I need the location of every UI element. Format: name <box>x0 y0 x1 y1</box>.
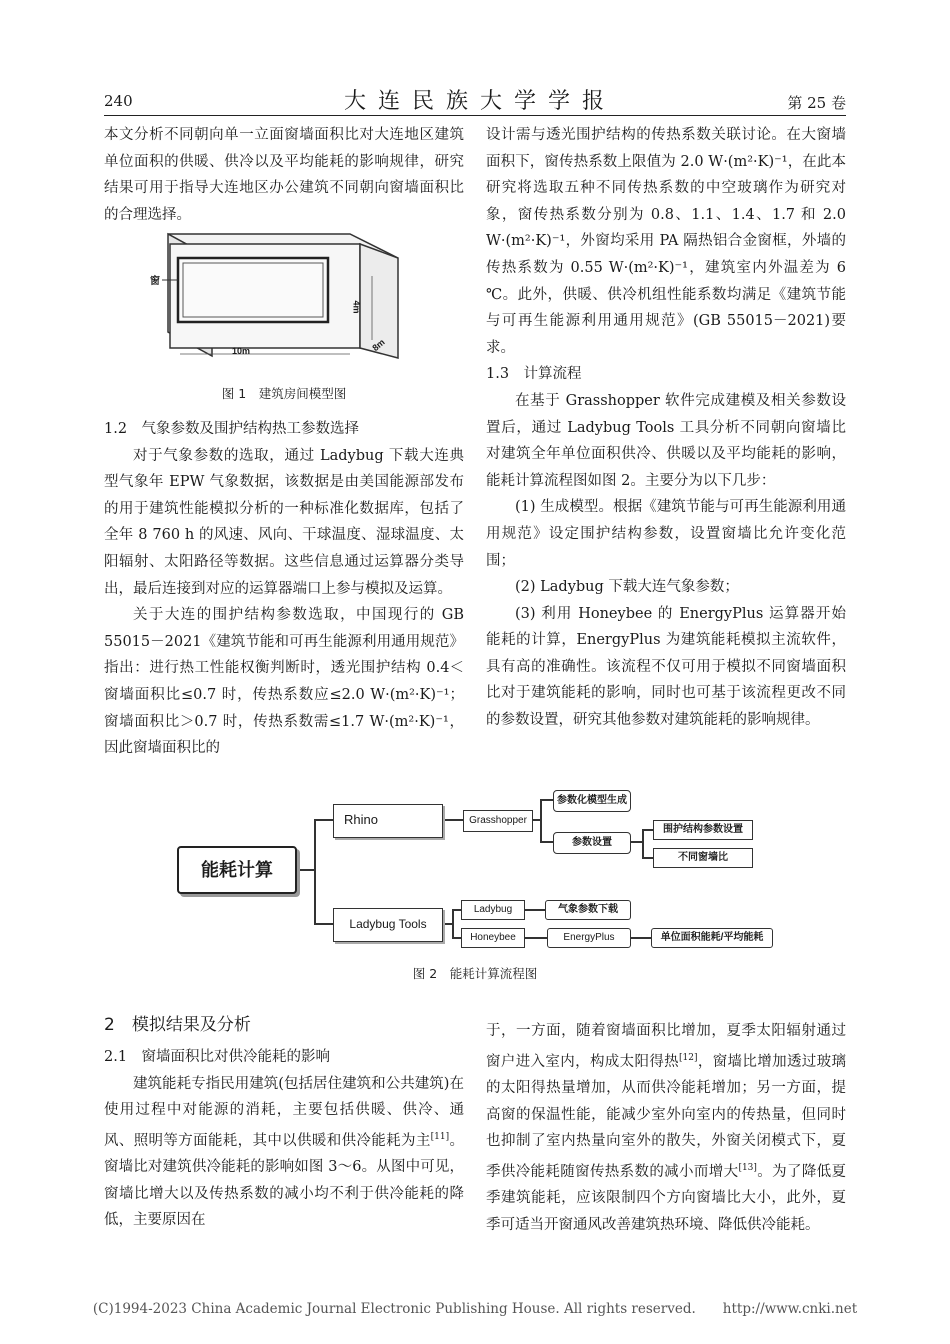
paragraph-2-1-right <box>486 1018 846 1238</box>
grasshopper-node: Grasshopper <box>463 810 533 832</box>
right-column <box>486 122 846 734</box>
label-window: 窗 <box>150 276 160 287</box>
unit-energy-node: 单位面积能耗/平均能耗 <box>651 928 773 948</box>
p21-right-b: ，窗墙比增加透过玻璃的太阳得热量增加，从而供冷能耗增加；另一方面，提高窗的保温性能，能减少室外向室内的传热量，但同时也抑制了室内热量向室外的散失，外窗关闭模式下，夏季供冷能耗随窗传热系数的减小而增大 <box>486 1053 846 1180</box>
intro-paragraph: 本文分析不同朝向单一立面窗墙面积比对大连地区建筑单位面积的供暖、供冷以及平均能耗的影响规律，研究结果可用于指导大连地区办公建筑不同朝向窗墙面积比的合理选择。 <box>104 127 464 223</box>
ref-13: [13] <box>738 1162 757 1173</box>
paragraph-1-2a: 对于气象参数的选取，通过 Ladybug 下载大连典型气象年 EPW 气象数据，该数据是由美国能源部发布的用于建筑性能模拟分析的一种标准化数据库，包括了全年 8 760 h 的风速、风向、干球温度、湿球温度、太阳辐射、太阳路径等数据。这些信息通过运算器分类导出，最后连接到对应的运算器端口上参与模拟及运算。 <box>104 447 464 597</box>
figure-2-flowchart <box>175 784 775 956</box>
connector-root-ladybugtools <box>315 870 333 924</box>
step-1: (1) 生成模型。根据《建筑节能与可再生能源利用通用规范》设定围护结构参数，设置窗墙比允许变化范围； <box>486 499 846 569</box>
ref-12: [12] <box>679 1052 698 1063</box>
ref-11: [11] <box>430 1131 450 1142</box>
heading-2-1: 2.1 窗墙面积比对供冷能耗的影响 <box>104 1049 331 1065</box>
paragraph-cont: 设计需与透光围护结构的传热系数关联讨论。在大窗墙面积下，窗传热系数上限值为 2.0 W·(m²·K)⁻¹，在此本研究将选取五种不同传热系数的中空玻璃作为研究对象，窗传热系数分别为 0.8、1.1、1.4、1.7 和 2.0 W·(m²·K)⁻¹，外窗均采用 PA 隔热铝合金窗框，外墙的传热系数为 0.55 W·(m²·K)⁻¹，建筑室内外温差为 6 ℃。此外，供暖、供冷机组性能系数均满足《建筑节能与可再生能源利用通用规范》(GB 55015－2021)要求。 <box>486 127 846 356</box>
wwr-node: 不同窗墙比 <box>653 848 753 868</box>
step-3: (3) 利用 Honeybee 的 EnergyPlus 运算器开始能耗的计算，EnergyPlus 为建筑能耗模拟主流软件，具有高的准确性。该流程不仅可用于模拟不同窗墙面积比对于建筑能耗的影响，同时也可基于该流程更改不同的参数设置，研究其他参数对建筑能耗的影响规律。 <box>486 605 846 729</box>
connector-root-rhino <box>297 820 333 870</box>
section-2-left <box>104 1044 464 1234</box>
volume-label: 第 25 卷 <box>787 94 846 112</box>
heading-1-2: 1.2 气象参数及围护结构热工参数选择 <box>104 421 360 437</box>
weather-node: 气象参数下载 <box>545 900 631 920</box>
energyplus-node: EnergyPlus <box>547 928 631 948</box>
envelope-node: 围护结构参数设置 <box>653 820 753 840</box>
connector-grasshopper-children <box>533 800 553 842</box>
root-node: 能耗计算 <box>177 846 297 894</box>
ladybug-tools-node: Ladybug Tools <box>333 908 443 942</box>
ladybug-node: Ladybug <box>461 900 525 920</box>
copyright-footer: (C)1994-2023 China Academic Journal Electronic Publishing House. All rights reserved. http://www.cnki.net <box>92 1301 858 1317</box>
journal-title: 大连民族大学学报 <box>343 89 616 114</box>
figure-2-caption: 图 2 能耗计算流程图 <box>412 966 538 981</box>
rhino-node: Rhino <box>333 804 443 838</box>
connector-lbt-children <box>443 910 461 938</box>
section-2-right <box>486 1018 846 1238</box>
p21-right-a: 于，一方面，随着窗墙面积比增加，夏季太阳辐射通过窗户进入室内，构成太阳得热 <box>486 1023 846 1070</box>
heading-1-3: 1.3 计算流程 <box>486 366 582 383</box>
connector-paramset-children <box>631 830 653 858</box>
label-height: 4m <box>351 300 362 314</box>
header-rule <box>104 115 846 116</box>
label-depth: 8m <box>370 336 387 354</box>
page-number: 240 <box>104 92 133 110</box>
window-shape <box>178 258 328 322</box>
paragraph-1-3: 在基于 Grasshopper 软件完成建模及相关参数设置后，通过 Ladybug Tools 工具分析不同朝向窗墙比对建筑全年单位面积供冷、供暖以及平均能耗的影响，能耗计算流程图如图 2。主要分为以下几步： <box>486 392 846 489</box>
honeybee-node: Honeybee <box>461 928 525 948</box>
left-column-top <box>104 122 464 228</box>
figure-1-caption: 图 1 建筑房间模型图 <box>221 386 347 401</box>
p21-right-c: 。为了降低夏季建筑能耗，应该限制四个方向窗墙比大小，此外，夏季可适当开窗通风改善建筑热环境、降低供冷能耗。 <box>486 1163 847 1233</box>
p21-left-b: 。窗墙比对建筑供冷能耗的影响如图 3～6。从图中可见，窗墙比增大以及传热系数的减小均不利于供冷能耗的降低，主要原因在 <box>104 1132 465 1229</box>
paragraph-2-1-left <box>104 1071 464 1234</box>
param-set-node: 参数设置 <box>553 832 631 854</box>
left-column-bottom <box>104 416 464 762</box>
paragraph-1-2b: 关于大连的围护结构参数选取，中国现行的 GB 55015－2021《建筑节能和可再生能源利用通用规范》指出：进行热工性能权衡判断时，透光围护结构 0.4＜窗墙面积比≤0.7 时，传热系数应≤2.0 W·(m²·K)⁻¹；窗墙面积比＞0.7 时，传热系数需≤1.7 W·(m²·K)⁻¹，因此窗墙面积比的 <box>104 607 464 757</box>
p21-left-a: 建筑能耗专指民用建筑(包括居住建筑和公共建筑)在使用过程中对能源的消耗，主要包括供暖、供冷、通风、照明等方面能耗，其中以供暖和供冷能耗为主 <box>104 1075 464 1149</box>
figure-1-building-model <box>150 228 420 368</box>
label-width: 10m <box>232 346 251 356</box>
param-model-node: 参数化模型生成 <box>553 790 631 812</box>
step-2: (2) Ladybug 下载大连气象参数； <box>515 579 739 596</box>
section-2-title: 2 模拟结果及分析 <box>104 1015 251 1035</box>
